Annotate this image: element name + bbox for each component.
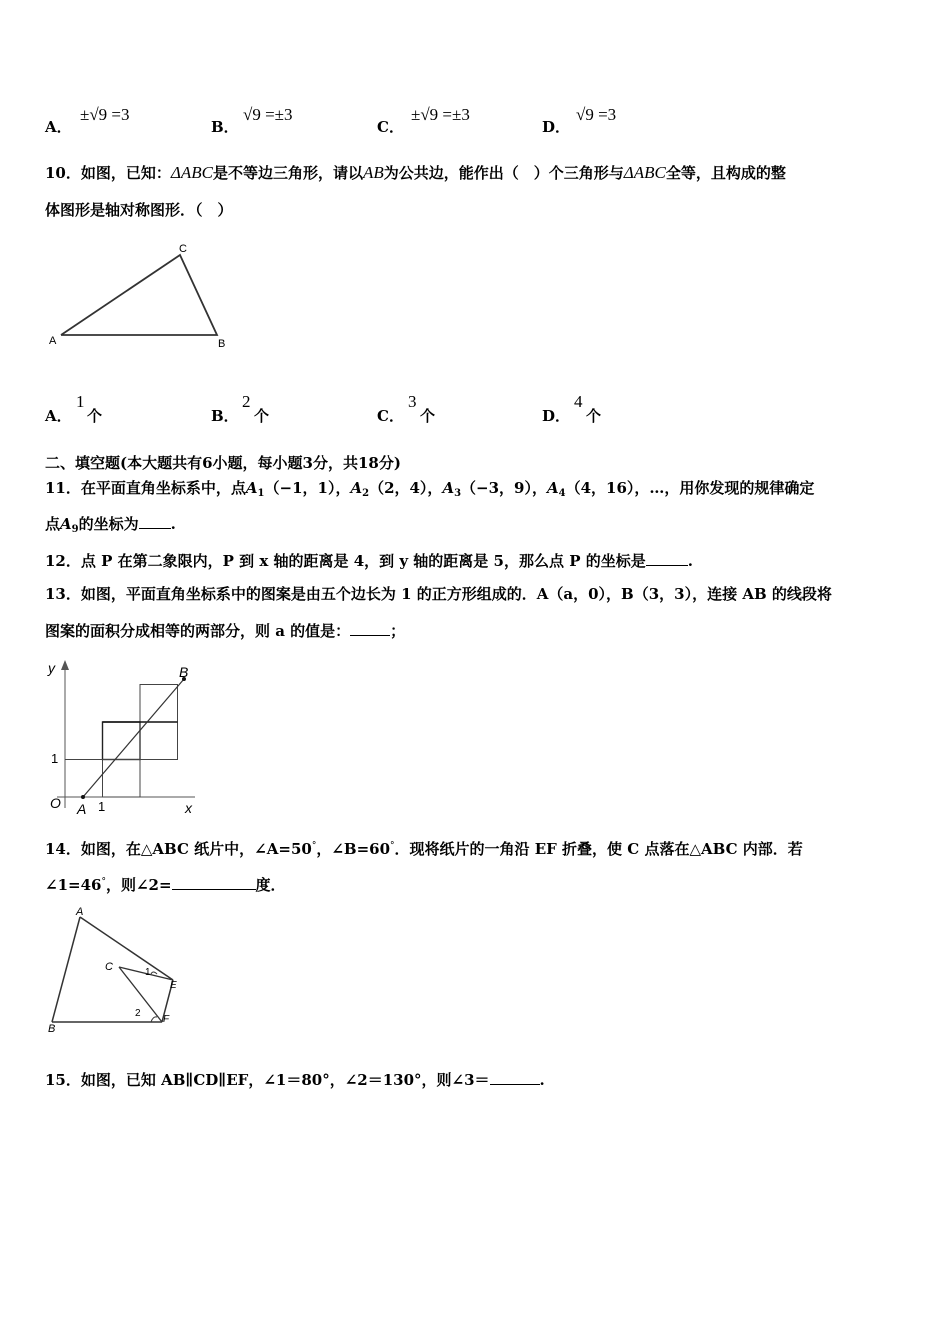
- q10-option-b-unit: 个: [254, 407, 270, 425]
- triangle-abc-outline: [61, 255, 217, 335]
- q9-option-a-letter: A．: [45, 118, 72, 136]
- vertex-c-label: C: [105, 961, 113, 973]
- angle-2-label: 2: [135, 1008, 141, 1019]
- y-axis-arrow: [61, 660, 69, 670]
- point-a-label: A: [77, 801, 87, 817]
- angle-1-arc: [151, 972, 157, 974]
- q10-option-d-unit: 个: [586, 407, 602, 425]
- segment-ab: [83, 679, 184, 797]
- q10-option-b-letter: B．: [211, 407, 239, 425]
- q10-option-a-num: 1: [76, 392, 85, 411]
- q10-option-b-num: 2: [242, 392, 251, 411]
- angle-1-label: 1: [145, 967, 151, 978]
- q14-answer-blank[interactable]: [172, 875, 256, 890]
- q12-line: 12．点 P 在第二象限内，P 到 x 轴的距离是 4，到 y 轴的距离是 5，那么点 P 的坐标是 .: [45, 552, 693, 570]
- q9-option-d-letter: D．: [542, 118, 571, 136]
- q9-option-c-letter: C．: [377, 118, 404, 136]
- vertex-a-label: A: [49, 335, 57, 347]
- y-axis-label: y: [48, 660, 55, 676]
- vertex-c-label: C: [179, 243, 187, 255]
- q13-coordinate-figure: [45, 656, 205, 818]
- vertex-b-label: B: [218, 338, 226, 350]
- origin-label: O: [50, 795, 61, 811]
- q11-line2: 点$A_9$的坐标为 .: [45, 515, 176, 535]
- square-mid-right: [140, 722, 178, 760]
- q13-line2: 图案的面积分成相等的两部分，则 a 的值是： ；: [45, 622, 406, 640]
- q14-degree-1: °: [101, 877, 106, 887]
- q9-option-b-letter: B．: [211, 118, 239, 136]
- q11-line1: 11．在平面直角坐标系中，点$A_1(-1$，1），$A_2(2$，4），$A_3(-3$，9），$A_4(4$，16），…，用你发现的规律确定: [45, 479, 815, 499]
- y-tick-1-label: 1: [51, 751, 59, 766]
- vertex-f-label: F: [163, 1014, 170, 1025]
- q9-option-d-expr: √9 =3: [576, 105, 617, 124]
- x-axis-label: x: [185, 800, 192, 816]
- x-tick-1-label: 1: [98, 799, 106, 814]
- q10-triangle-figure: [45, 238, 245, 353]
- q15-line: 15．如图，已知 AB∥CD∥EF，∠1＝80°，∠2＝130°，则∠3＝ .: [45, 1071, 545, 1089]
- q14-degree-b: °: [390, 841, 395, 851]
- q10-option-c-num: 3: [408, 392, 417, 411]
- q10-line2: 体图形是轴对称图形．（ ）: [45, 201, 233, 219]
- q11-answer-blank[interactable]: [139, 514, 171, 529]
- q10-option-c-unit: 个: [420, 407, 436, 425]
- q14-line1: 14．如图，在△ABC 纸片中，∠A=50°，∠B=60°．现将纸片的一角沿 EF 折叠，使 C 点落在△ABC 内部．若: [45, 840, 803, 858]
- q9-option-a-expr: ±√9 =3: [80, 105, 130, 124]
- vertex-b-label: B: [48, 1023, 56, 1034]
- q13-line1: 13．如图，平面直角坐标系中的图案是由五个边长为 1 的正方形组成的．A（a，0），B（3，3），连接 AB 的线段将: [45, 585, 832, 603]
- q10-option-d-num: 4: [574, 392, 583, 411]
- q12-answer-blank[interactable]: [646, 551, 688, 566]
- angle-2-arc: [151, 1017, 157, 1022]
- q14-fold-figure: [45, 904, 190, 1034]
- q10-line1: 10．如图，已知：ΔABC是不等边三角形，请以AB为公共边，能作出（ ）个三角形与ΔABC全等，且构成的整: [45, 163, 786, 182]
- q15-answer-blank[interactable]: [490, 1070, 540, 1085]
- q10-option-d-letter: D．: [542, 407, 571, 425]
- side-ab: [52, 917, 80, 1022]
- section-2-heading: 二、填空题(本大题共有6小题，每小题3分，共18分): [45, 454, 401, 472]
- square-mid-left: [103, 722, 141, 760]
- vertex-e-label: E: [170, 980, 177, 991]
- square-bottom-left: [103, 760, 141, 798]
- square-top-right: [140, 685, 178, 723]
- point-b-label: B: [179, 664, 189, 680]
- q9-option-b-expr: √9 =±3: [243, 105, 293, 124]
- q13-answer-blank[interactable]: [350, 621, 390, 636]
- point-a: [81, 795, 85, 799]
- q9-option-c-expr: ±√9 =±3: [411, 105, 470, 124]
- side-ae: [80, 917, 173, 980]
- q10-option-a-letter: A．: [45, 407, 72, 425]
- q10-option-a-unit: 个: [87, 407, 103, 425]
- q14-line2: ∠1=46°，则∠2= 度．: [45, 876, 286, 894]
- q10-option-c-letter: C．: [377, 407, 404, 425]
- vertex-a-label: A: [76, 906, 84, 918]
